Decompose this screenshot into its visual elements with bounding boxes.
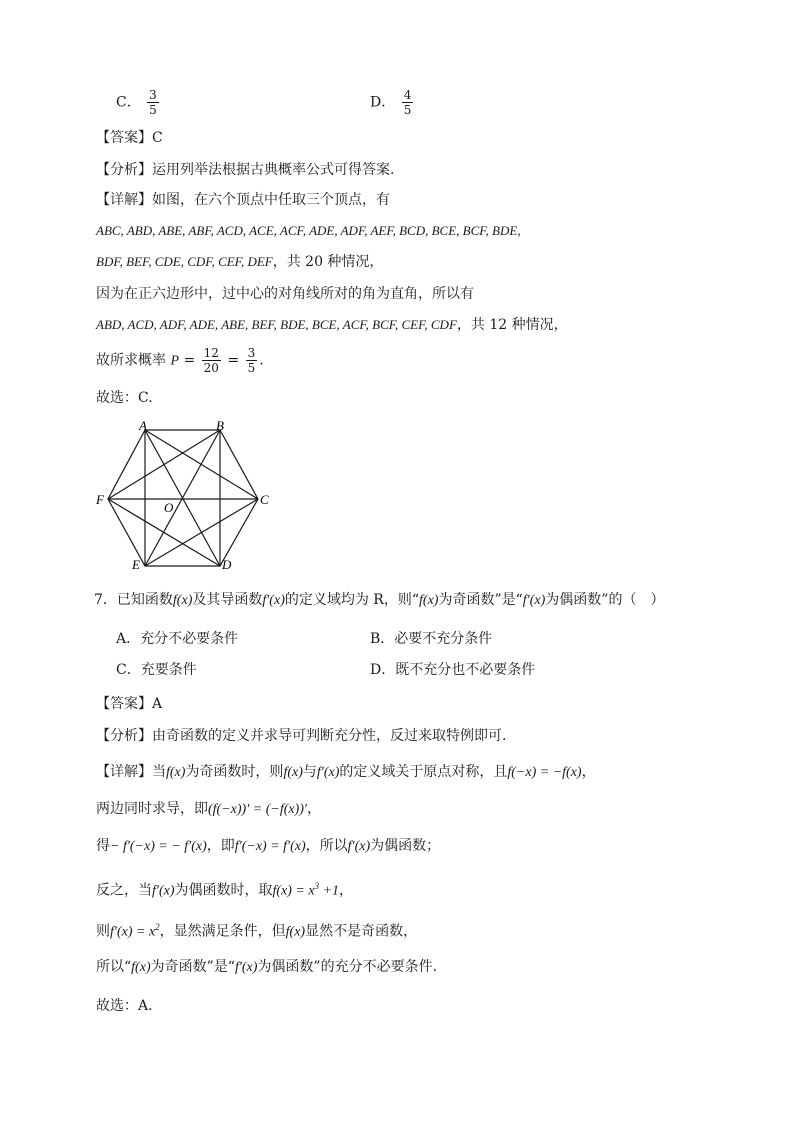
q7-d4-c: ， [339, 882, 354, 899]
q7-d5-exp: 2 [155, 922, 160, 932]
option-c-numerator: 3 [149, 88, 157, 102]
q7-d6-b: 为奇函数”是“ [150, 959, 235, 975]
q7-d3-b: ，即 [206, 838, 235, 854]
probability-prefix: 故所求概率 [96, 352, 166, 369]
q7-d3-a: 得 [96, 838, 110, 854]
probability-num-2: 3 [247, 346, 256, 360]
q7-analysis-tag: 【分析】 [96, 728, 152, 744]
q7-fx-2: f(x) [419, 593, 439, 608]
q7-fpx-1: f′(x) [262, 593, 285, 608]
q7-d1-eq: f(−x) = −f(x) [507, 765, 582, 780]
q7-d1-b: 为奇函数时，则 [185, 764, 284, 780]
q7-d4-tail: +1 [319, 883, 340, 899]
q7-d2-b: ， [306, 801, 321, 817]
q7-d1-d: 的定义域关于原点对称，且 [339, 764, 508, 780]
right-angle-combos: ABD, ACD, ADF, ADE, ABE, BEF, BDE, BCE, ACF, BCF, CEF, CDF [96, 317, 457, 332]
q7-d6-a: 所以“ [96, 959, 132, 975]
q7-answer-value: A [152, 696, 163, 712]
q7-d5-a: 则 [96, 923, 110, 940]
q7-d6-fx: f(x) [131, 960, 151, 975]
q7-option-d: D．既不充分也不必要条件 [370, 662, 536, 678]
vertex-e-label: E [132, 557, 140, 572]
option-d-numerator: 4 [403, 88, 412, 102]
vertex-a-label: A [139, 418, 147, 433]
option-d-fraction [402, 88, 414, 117]
option-c-fraction [147, 88, 159, 117]
q7-d4-exp: 3 [314, 881, 320, 891]
q7-number: 7． [94, 592, 117, 608]
answer-value: C [152, 130, 163, 146]
q7-option-b: B．必要不充分条件 [370, 631, 493, 647]
q7-d3-c: ，所以 [305, 838, 348, 854]
probability-den-2: 5 [247, 361, 256, 375]
q7-analysis-text: 由奇函数的定义并求导可判断充分性，反过来取特例即可. [152, 728, 507, 744]
q7-d1-e: ， [581, 764, 596, 780]
segment-ce [145, 499, 258, 566]
q7-answer-tag: 【答案】 [96, 696, 152, 712]
probability-num-1: 12 [203, 346, 219, 360]
q7-d3-eq2: f′(−x) = f′(x) [234, 839, 306, 854]
q7-detail-line4 [96, 876, 353, 902]
analysis-tag: 【分析】 [96, 162, 152, 178]
q6-answer [96, 128, 163, 148]
q7-d4-fpx: f′(x) [152, 883, 175, 899]
q7-d1-fx2: f(x) [283, 765, 303, 780]
probability-symbol: P [170, 353, 180, 369]
combo-list-2: BDF, BEF, CDE, CDF, CEF, DEF [96, 254, 273, 269]
probability-den-1: 20 [203, 361, 219, 375]
q7-d2-eq: (f(−x))′ = (−f(x))′ [208, 802, 307, 817]
q7-stem-part5: 为偶函数”的（ ） [545, 592, 665, 608]
q7-fpx-2: f′(x) [522, 593, 546, 608]
q7-choose: 故选：A. [96, 998, 153, 1014]
option-d-denominator: 5 [403, 103, 412, 117]
segment-ac [145, 430, 258, 499]
q7-stem-part3: 的定义域均为 R，则“ [284, 592, 420, 608]
q7-stem-part4: 为奇函数”是“ [438, 592, 523, 608]
q7-detail-line1 [96, 762, 596, 783]
q7-d6-fpx: f′(x) [234, 960, 258, 975]
probability-fraction-1 [202, 346, 221, 375]
q6-choose: 故选：C. [96, 390, 153, 406]
q7-detail-line5 [96, 917, 417, 943]
q7-answer [96, 694, 162, 714]
vertex-b-label: B [216, 418, 224, 433]
q7-detail-line2 [96, 799, 321, 820]
q6-detail-line6: 故所求概率 P = $\frac{12}{20}$ = $\frac{3}{5}$ . [96, 346, 264, 375]
segment-bf [108, 430, 220, 499]
option-c [116, 88, 161, 117]
option-d-letter: D． [370, 94, 396, 111]
probability-fraction-2 [246, 346, 258, 375]
vertex-f-label: F [96, 492, 104, 507]
right-angle-count: ，共 12 种情况， [456, 317, 568, 333]
q7-d6-c: 为偶函数”的充分不必要条件. [257, 959, 438, 975]
q7-d3-d: 为偶函数； [370, 838, 441, 854]
q6-detail-line4: 因为在正六边形中，过中心的对角线所对的角为直角，所以有 [96, 286, 474, 302]
vertex-d-label: D [222, 557, 232, 572]
q6-detail-line5 [96, 315, 568, 335]
option-c-letter: C． [116, 94, 141, 111]
hexagon-figure [90, 418, 280, 578]
analysis-text: 运用列举法根据古典概率公式可得答案. [152, 162, 395, 178]
center-o-label: O [164, 500, 174, 515]
answer-tag: 【答案】 [96, 130, 152, 146]
q7-detail-line3 [96, 836, 440, 857]
q7-analysis [96, 726, 506, 746]
q6-detail-line1 [96, 190, 390, 210]
combo-count-text: ，共 20 种情况， [272, 254, 384, 270]
detail-tag: 【详解】 [96, 192, 152, 208]
q7-d5-fx: f(x) [285, 924, 306, 940]
q7-detail-line6 [96, 957, 437, 978]
q7-d3-fpx: f′(x) [347, 839, 371, 854]
q7-d2-a: 两边同时求导，即 [96, 801, 208, 817]
q7-d5-eq: f′(x) = x [110, 924, 156, 940]
q7-d3-eq1: − f′(−x) = − f′(x) [110, 839, 207, 854]
q7-option-c: C．充要条件 [116, 662, 197, 678]
q7-d1-c: 与 [302, 764, 317, 780]
q7-d1-fx: f(x) [166, 765, 186, 780]
q7-stem [94, 590, 664, 611]
q7-d4-b: 为偶函数时，取 [174, 882, 273, 899]
q7-detail-tag: 【详解】 [96, 764, 152, 780]
q7-d5-b: ，显然满足条件，但 [159, 923, 286, 940]
option-c-denominator: 5 [149, 103, 157, 117]
vertex-c-label: C [260, 492, 269, 507]
q6-analysis [96, 160, 394, 180]
q7-fx-1: f(x) [172, 593, 193, 608]
option-d [370, 88, 415, 117]
q7-d4-eq: f(x) = x [272, 883, 315, 899]
q6-detail-line2: ABC, ABD, ABE, ABF, ACD, ACE, ACF, ADE, ADF, AEF, BCD, BCE, BCF, BDE, [96, 223, 521, 238]
q7-stem-part2: 及其导函数 [192, 592, 263, 608]
q7-option-a: A．充分不必要条件 [116, 631, 239, 647]
q6-detail-line3 [96, 252, 383, 272]
q7-d1-a: 当 [152, 764, 166, 780]
q7-d1-fpx: f′(x) [316, 765, 340, 780]
q7-d5-c: 显然不是奇函数， [305, 923, 418, 940]
detail-text: 如图，在六个顶点中任取三个顶点，有 [152, 192, 390, 208]
q7-stem-part1: 已知函数 [116, 592, 173, 608]
q7-d4-a: 反之，当 [96, 882, 152, 899]
